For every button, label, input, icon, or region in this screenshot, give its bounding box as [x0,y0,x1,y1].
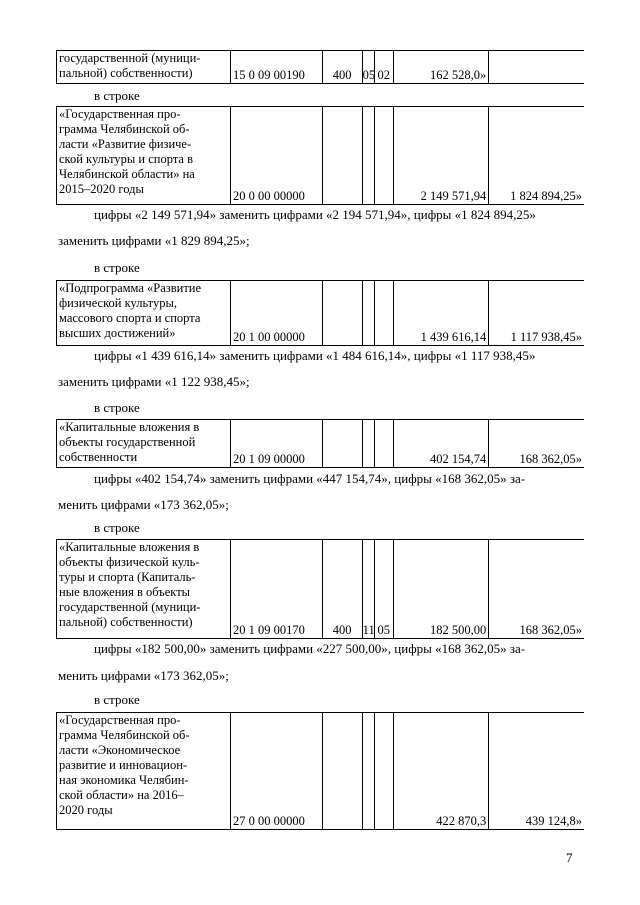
in-row-label: в строке [94,88,140,103]
row-name: «Подпрограмма «Развитие физической культуры, массового спорта и спорта высших достижений» [57,281,231,346]
row-sum-1: 162 528,0» [393,51,489,84]
row-sum-1: 1 439 616,14 [393,281,489,346]
in-row-label: в строке [94,400,140,415]
row-pr [375,713,394,830]
row-rz [362,420,374,468]
row-pr [375,420,394,468]
row-name: «Капитальные вложения в объекты физической куль- туры и спорта (Капиталь- ные вложения в объекты государственной (муници- пальной) собственности) [57,540,231,639]
row-vr [322,713,362,830]
row-sum-2 [489,51,584,84]
in-row-label: в строке [94,692,140,707]
replacement-text-2-cont: заменить цифрами «1 122 938,45»; [58,374,250,389]
in-row-label: в строке [94,520,140,535]
row-rz: 05 [362,51,374,84]
row-rz [362,107,374,205]
row-sum-2: 168 362,05» [489,540,584,639]
row-name: «Государственная про- грамма Челябинской об- ласти «Развитие физиче- ской культуры и спорта в Челябинской области» на 2015–2020 годы [57,107,231,205]
row-code: 20 1 09 00170 [230,540,322,639]
row-code: 15 0 09 00190 [230,51,322,84]
row-sum-2: 1 117 938,45» [489,281,584,346]
budget-row-5 [56,539,584,639]
replacement-text-1: цифры «2 149 571,94» заменить цифрами «2 194 571,94», цифры «1 824 894,25» [94,207,536,222]
row-sum-1: 422 870,3 [393,713,489,830]
row-name: «Государственная про- грамма Челябинской об- ласти «Экономическое развитие и инновацион- ная экономика Челябин- ской области» на 2016– 2020 годы [57,713,231,830]
row-pr: 05 [375,540,394,639]
row-name: «Капитальные вложения в объекты государственной собственности [57,420,231,468]
row-rz [362,281,374,346]
replacement-text-3-cont: менить цифрами «173 362,05»; [58,497,229,512]
row-sum-2: 439 124,8» [489,713,584,830]
row-pr [375,281,394,346]
replacement-text-4: цифры «182 500,00» заменить цифрами «227 500,00», цифры «168 362,05» за- [94,641,526,656]
row-vr [322,420,362,468]
row-rz: 11 [362,540,374,639]
in-row-label: в строке [94,260,140,275]
row-vr: 400 [322,51,362,84]
row-sum-2: 1 824 894,25» [489,107,584,205]
row-sum-1: 2 149 571,94 [393,107,489,205]
budget-row-1 [56,50,584,84]
row-pr [375,107,394,205]
row-sum-1: 402 154,74 [393,420,489,468]
row-code: 20 1 09 00000 [230,420,322,468]
row-code: 27 0 00 00000 [230,713,322,830]
page-number: 7 [566,850,573,865]
row-vr [322,281,362,346]
replacement-text-4-cont: менить цифрами «173 362,05»; [58,668,229,683]
row-code: 20 0 00 00000 [230,107,322,205]
row-vr: 400 [322,540,362,639]
row-sum-1: 182 500,00 [393,540,489,639]
budget-row-3 [56,280,584,346]
replacement-text-2: цифры «1 439 616,14» заменить цифрами «1 484 616,14», цифры «1 117 938,45» [94,348,536,363]
row-sum-2: 168 362,05» [489,420,584,468]
budget-row-4 [56,419,584,468]
row-code: 20 1 00 00000 [230,281,322,346]
budget-row-2 [56,106,584,205]
replacement-text-3: цифры «402 154,74» заменить цифрами «447 154,74», цифры «168 362,05» за- [94,471,526,486]
replacement-text-1-cont: заменить цифрами «1 829 894,25»; [58,233,250,248]
row-rz [362,713,374,830]
row-vr [322,107,362,205]
budget-row-6 [56,712,584,830]
row-name: государственной (муници- пальной) собственности) [57,51,231,84]
row-pr: 02 [375,51,394,84]
